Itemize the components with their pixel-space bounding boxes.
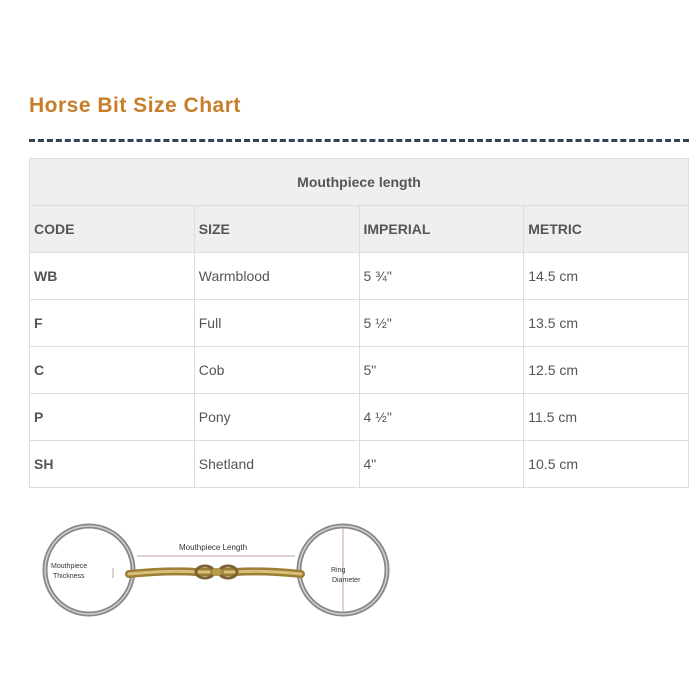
table-row [30,300,689,347]
imperial-cell: 5" [359,347,524,394]
size-cell: Full [194,300,359,347]
size-cell: Cob [194,347,359,394]
table-caption-row [30,159,689,206]
mouthpiece-thickness-label-2: Thickness [53,573,85,580]
ring-diameter-label-2: Diameter [332,577,361,584]
metric-cell: 13.5 cm [524,300,689,347]
imperial-cell: 4 ½" [359,394,524,441]
imperial-cell: 5 ½" [359,300,524,347]
metric-cell: 14.5 cm [524,253,689,300]
table-caption: Mouthpiece length [30,159,689,206]
dashed-divider [29,139,689,142]
size-cell: Warmblood [194,253,359,300]
table-row [30,441,689,488]
bit-size-table [29,158,689,488]
metric-cell: 10.5 cm [524,441,689,488]
table-row [30,347,689,394]
page-title: Horse Bit Size Chart [29,94,241,117]
bit-diagram [29,512,399,632]
column-header-code: CODE [30,206,195,253]
table-header-row [30,206,689,253]
code-cell: SH [30,441,195,488]
size-cell: Shetland [194,441,359,488]
mouthpiece-length-label: Mouthpiece Length [179,543,248,552]
size-cell: Pony [194,394,359,441]
imperial-cell: 4" [359,441,524,488]
code-cell: F [30,300,195,347]
metric-cell: 11.5 cm [524,394,689,441]
code-cell: P [30,394,195,441]
ring-diameter-label-1: Ring [331,567,346,574]
code-cell: C [30,347,195,394]
metric-cell: 12.5 cm [524,347,689,394]
table-row [30,253,689,300]
column-header-size: SIZE [194,206,359,253]
imperial-cell: 5 ¾" [359,253,524,300]
table-row [30,394,689,441]
column-header-metric: METRIC [524,206,689,253]
code-cell: WB [30,253,195,300]
mouthpiece-thickness-label-1: Mouthpiece [51,563,88,570]
column-header-imperial: IMPERIAL [359,206,524,253]
